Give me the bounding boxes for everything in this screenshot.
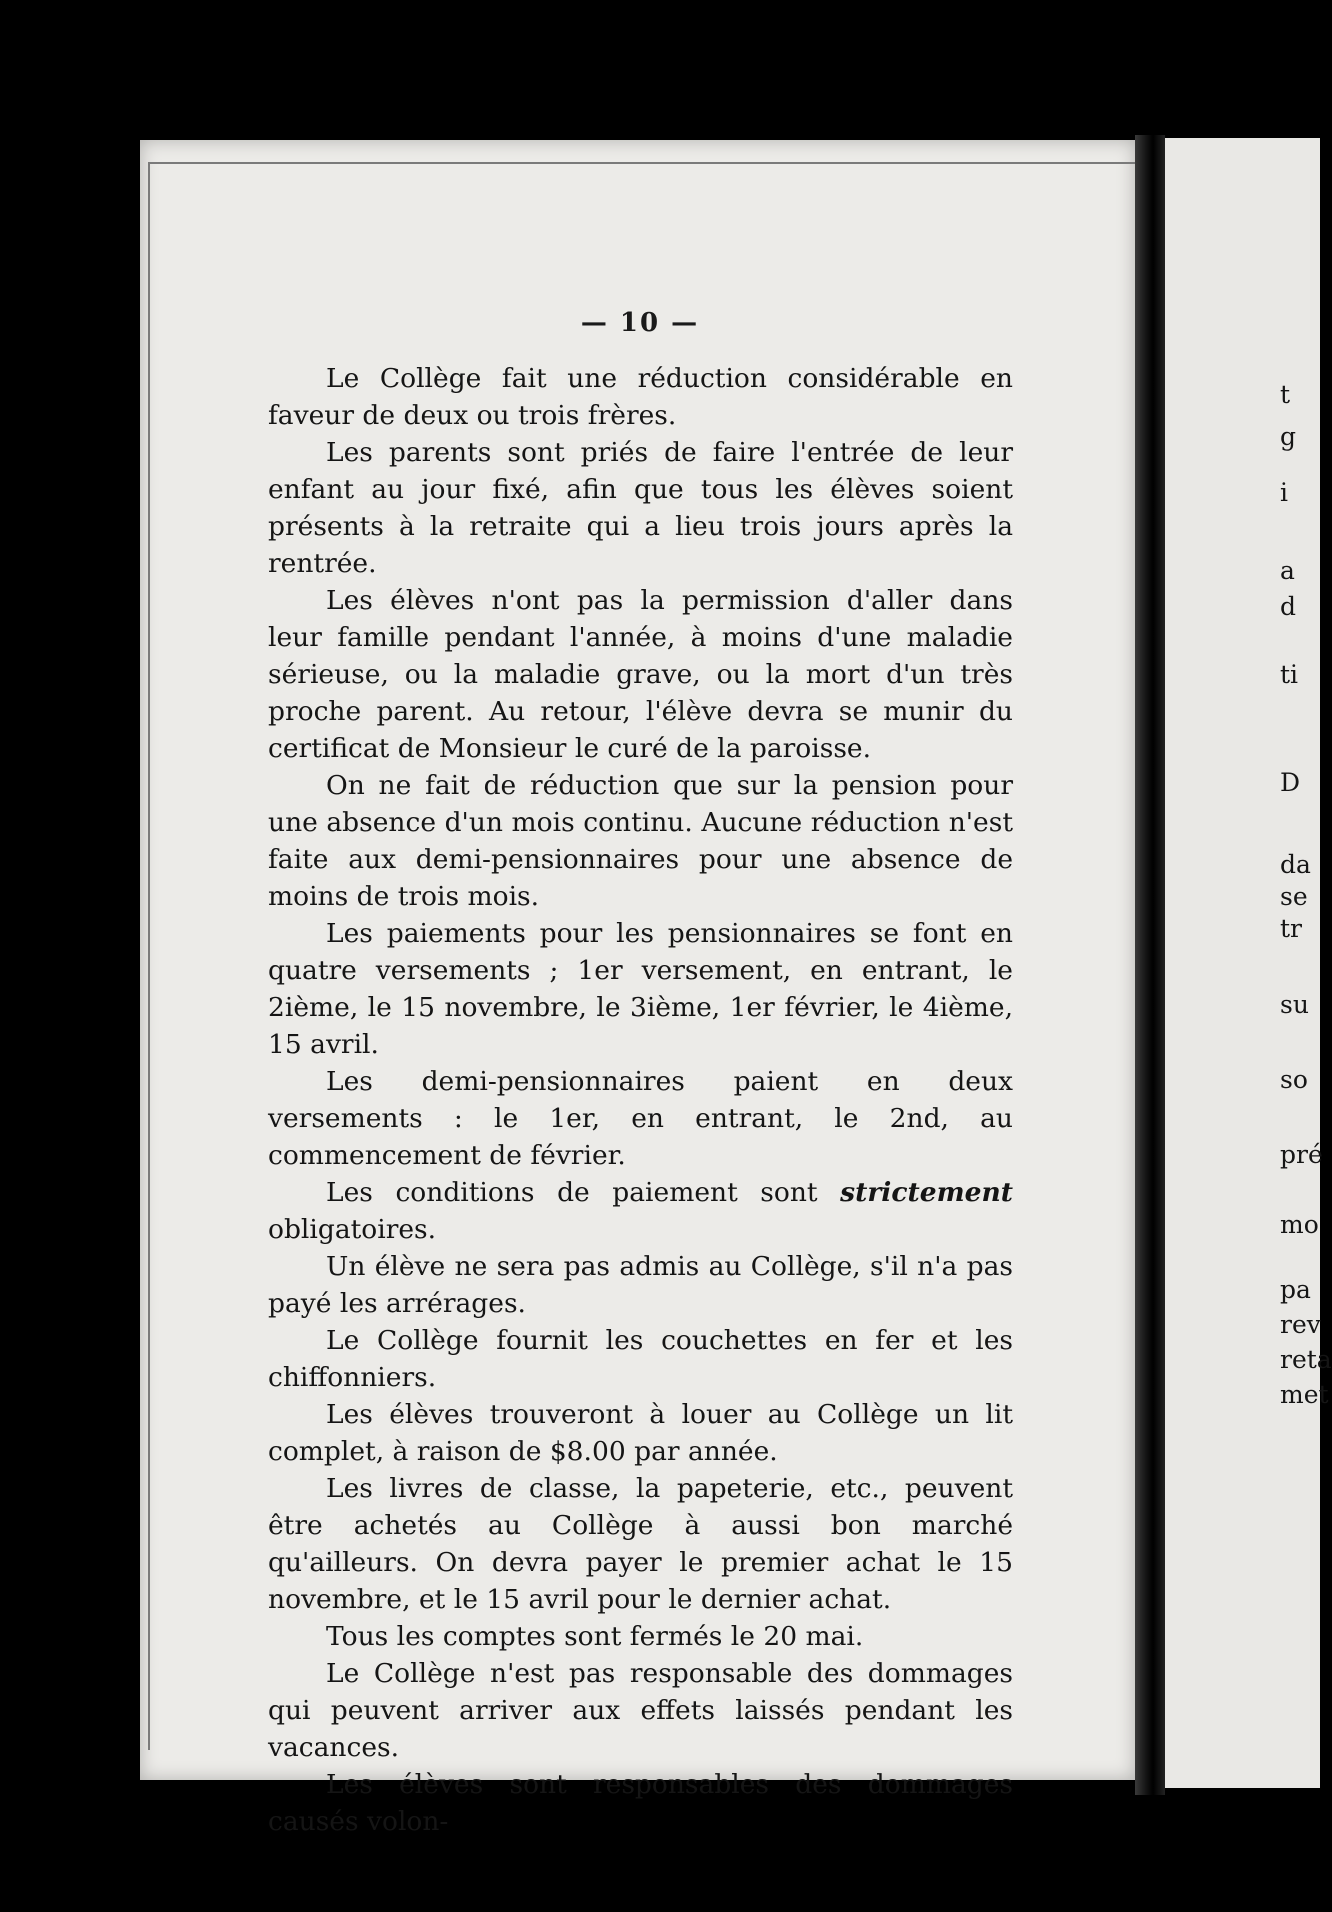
paragraph-dommages-eleves: Les élèves sont responsables des dommages causés volon- bbox=[268, 1769, 1013, 1837]
paragraph-entree: Les parents sont priés de faire l'entrée de leur enfant au jour fixé, afin que tous les élèves soient présents à la retraite qui a lieu trois jours après la rentrée. bbox=[268, 437, 1013, 579]
facing-fragment: rev bbox=[1280, 1310, 1321, 1339]
paragraph-lit: Les élèves trouveront à louer au Collège un lit complet, à raison de $8.00 par année. bbox=[268, 1399, 1013, 1467]
conditions-emphasis: strictement bbox=[840, 1177, 1013, 1208]
facing-fragment: ti bbox=[1280, 660, 1299, 689]
facing-fragment: pré bbox=[1280, 1140, 1323, 1169]
facing-fragment: se bbox=[1280, 882, 1308, 911]
facing-page bbox=[1165, 138, 1320, 1788]
conditions-before: Les conditions de paiement sont bbox=[326, 1177, 841, 1208]
page-body bbox=[268, 360, 1013, 1840]
facing-fragment: d bbox=[1280, 592, 1297, 621]
facing-fragment: pa bbox=[1280, 1275, 1311, 1304]
conditions-after: obligatoires. bbox=[268, 1214, 437, 1245]
paragraph-paiements-demi: Les demi-pensionnaires paient en deux versements : le 1er, en entrant, le 2nd, au commencement de février. bbox=[268, 1066, 1013, 1171]
paragraph-comptes: Tous les comptes sont fermés le 20 mai. bbox=[326, 1621, 864, 1652]
facing-fragment: so bbox=[1280, 1065, 1308, 1094]
facing-fragment: a bbox=[1280, 556, 1295, 585]
paragraph-reduction-freres: Le Collège fait une réduction considérable en faveur de deux ou trois frères. bbox=[268, 363, 1013, 431]
facing-fragment: D bbox=[1280, 768, 1301, 797]
facing-fragment: reta bbox=[1280, 1345, 1332, 1374]
page-number: — 10 — bbox=[580, 308, 700, 338]
paragraph-couchettes: Le Collège fournit les couchettes en fer et les chiffonniers. bbox=[268, 1325, 1013, 1393]
facing-fragment: su bbox=[1280, 990, 1309, 1019]
facing-fragment: mo bbox=[1280, 1210, 1319, 1239]
paragraph-conditions bbox=[268, 1174, 1013, 1248]
paragraph-livres: Les livres de classe, la papeterie, etc., peuvent être achetés au Collège à aussi bon marché qu'ailleurs. On devra payer le premier achat le 15 novembre, et le 15 avril pour le dernier achat. bbox=[268, 1473, 1013, 1615]
facing-fragment: tr bbox=[1280, 914, 1302, 943]
facing-fragment: da bbox=[1280, 850, 1311, 879]
facing-fragment: i bbox=[1280, 478, 1288, 507]
paragraph-dommages-vacances: Le Collège n'est pas responsable des dommages qui peuvent arriver aux effets laissés pendant les vacances. bbox=[268, 1658, 1013, 1763]
paragraph-absence: On ne fait de réduction que sur la pension pour une absence d'un mois continu. Aucune réduction n'est faite aux demi-pensionnaires pour une absence de moins de trois mois. bbox=[268, 770, 1013, 912]
paragraph-paiements-pensionnaires: Les paiements pour les pensionnaires se font en quatre versements ; 1er versement, en entrant, le 2ième, le 15 novembre, le 3ième, 1er février, le 4ième, 15 avril. bbox=[268, 918, 1013, 1060]
facing-fragment: g bbox=[1280, 422, 1297, 451]
facing-fragment: t bbox=[1280, 380, 1291, 409]
paragraph-arrerages: Un élève ne sera pas admis au Collège, s'il n'a pas payé les arrérages. bbox=[268, 1251, 1013, 1319]
paragraph-permission: Les élèves n'ont pas la permission d'aller dans leur famille pendant l'année, à moins d'une maladie sérieuse, ou la maladie grave, ou la mort d'un très proche parent. Au retour, l'élève devra se munir du certificat de Monsieur le curé de la paroisse. bbox=[268, 585, 1013, 764]
book-spine bbox=[1135, 135, 1165, 1795]
facing-fragment: met bbox=[1280, 1380, 1329, 1409]
